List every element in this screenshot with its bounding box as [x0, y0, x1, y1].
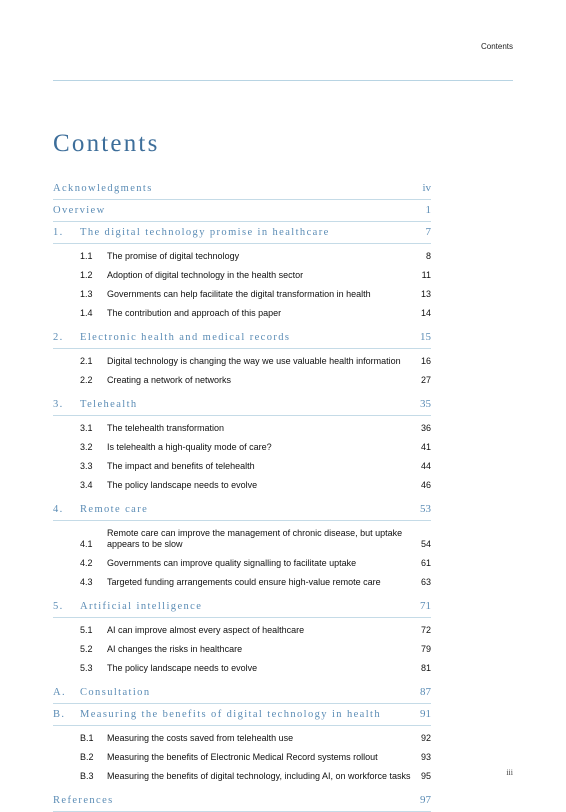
section-title: AI changes the risks in healthcare — [107, 644, 243, 654]
section-number: 5.1 — [80, 625, 93, 635]
chapter-number: 4. — [53, 504, 64, 515]
toc-entry-label-group — [53, 504, 148, 515]
section-title: Digital technology is changing the way we use valuable health information — [107, 356, 401, 366]
section-title: Measuring the benefits of Electronic Medical Record systems rollout — [107, 752, 378, 762]
section-title: The promise of digital technology — [107, 251, 240, 261]
section-title: The policy landscape needs to evolve — [107, 480, 258, 490]
toc-chapter-entry[interactable] — [53, 394, 431, 416]
toc-section-entry[interactable] — [80, 554, 431, 573]
section-title: The telehealth transformation — [107, 423, 225, 433]
toc-chapter-entry[interactable] — [53, 499, 431, 521]
section-list — [53, 521, 431, 596]
section-page: 13 — [420, 289, 431, 299]
section-number: 4.3 — [80, 577, 93, 587]
toc-section-entry[interactable] — [80, 573, 431, 592]
section-list — [53, 618, 431, 682]
toc-chapter-entry[interactable] — [53, 704, 431, 726]
section-number: 4.2 — [80, 558, 93, 568]
toc-entry-page: 15 — [420, 331, 431, 343]
toc-section-entry[interactable] — [80, 304, 431, 323]
chapter-number: B. — [53, 709, 66, 720]
section-number: 4.1 — [80, 539, 93, 549]
toc-chapter-entry[interactable] — [53, 682, 431, 704]
toc-entry-label: Electronic health and medical records — [80, 332, 291, 343]
toc-entry-page: 7 — [425, 226, 431, 238]
section-number: B.1 — [80, 733, 94, 743]
section-page: 63 — [420, 577, 431, 587]
section-page: 14 — [420, 308, 431, 318]
toc-front-entry[interactable] — [53, 178, 431, 200]
section-title: Governments can improve quality signalling to facilitate uptake — [107, 558, 357, 568]
section-number: 3.1 — [80, 423, 93, 433]
chapter-number: 5. — [53, 601, 64, 612]
header-rule — [53, 80, 513, 81]
toc-section-entry[interactable] — [80, 767, 431, 786]
section-number: 1.4 — [80, 308, 93, 318]
toc-section-entry[interactable] — [80, 285, 431, 304]
toc-entry-label-group — [53, 601, 202, 612]
toc-section-entry[interactable] — [80, 729, 431, 748]
section-list — [53, 416, 431, 499]
section-page: 36 — [420, 423, 431, 433]
toc-entry-label: Acknowledgments — [53, 183, 153, 194]
toc-entry-label: References — [53, 795, 114, 806]
section-page: 8 — [425, 251, 431, 261]
toc-back-entry[interactable] — [53, 790, 431, 812]
toc-entry-page: 91 — [420, 708, 431, 720]
section-page: 16 — [420, 356, 431, 366]
section-page: 95 — [420, 771, 431, 781]
toc-entry-label-group — [53, 795, 114, 806]
toc-entry-page: 35 — [420, 398, 431, 410]
toc-section-entry[interactable] — [80, 457, 431, 476]
toc-section-entry[interactable] — [80, 438, 431, 457]
chapter-number: A. — [53, 687, 67, 698]
toc-entry-page: iv — [422, 182, 431, 194]
section-number: 2.2 — [80, 375, 93, 385]
chapter-number: 3. — [53, 399, 64, 410]
chapter-number: 1. — [53, 227, 64, 238]
toc-entry-label: Measuring the benefits of digital technology in health — [80, 709, 382, 720]
toc-entry-label: Artificial intelligence — [80, 601, 203, 612]
toc-chapter-entry[interactable] — [53, 222, 431, 244]
section-page: 61 — [420, 558, 431, 568]
toc-entry-page: 1 — [425, 204, 431, 216]
section-number: 5.3 — [80, 663, 93, 673]
toc-front-entry[interactable] — [53, 200, 431, 222]
running-header: Contents — [480, 42, 513, 51]
section-title: The policy landscape needs to evolve — [107, 663, 258, 673]
toc-section-entry[interactable] — [80, 371, 431, 390]
section-list — [53, 244, 431, 327]
section-number: 3.3 — [80, 461, 93, 471]
page-title: Contents — [53, 130, 160, 157]
section-title: Measuring the benefits of digital technology, including AI, on workforce tasks — [107, 771, 411, 781]
section-number: 1.3 — [80, 289, 93, 299]
chapter-number: 2. — [53, 332, 64, 343]
toc-section-entry[interactable] — [80, 748, 431, 767]
section-number: 3.2 — [80, 442, 93, 452]
toc-chapter-entry[interactable] — [53, 596, 431, 618]
toc-entry-label-group — [53, 687, 150, 698]
toc-chapter-entry[interactable] — [53, 327, 431, 349]
section-title: The contribution and approach of this paper — [107, 308, 282, 318]
section-title: Governments can help facilitate the digital transformation in health — [107, 289, 371, 299]
section-number: B.2 — [80, 752, 94, 762]
toc-entry-page: 71 — [420, 600, 431, 612]
toc-section-entry[interactable] — [80, 640, 431, 659]
section-page: 44 — [420, 461, 431, 471]
toc-entry-label: Overview — [53, 205, 106, 216]
toc-entry-label: Consultation — [80, 687, 151, 698]
table-of-contents — [53, 178, 431, 812]
toc-section-entry[interactable] — [80, 266, 431, 285]
toc-section-entry[interactable] — [80, 659, 431, 678]
section-page: 11 — [421, 270, 431, 280]
section-list — [53, 726, 431, 790]
toc-entry-label-group — [53, 332, 290, 343]
section-list — [53, 349, 431, 394]
section-title: Creating a network of networks — [107, 375, 232, 385]
toc-section-entry[interactable] — [80, 247, 431, 266]
toc-section-entry[interactable] — [80, 419, 431, 438]
section-title: The impact and benefits of telehealth — [107, 461, 255, 471]
section-page: 41 — [420, 442, 431, 452]
section-number: 2.1 — [80, 356, 93, 366]
section-number: 3.4 — [80, 480, 93, 490]
toc-entry-label-group — [53, 399, 138, 410]
section-number: B.3 — [80, 771, 94, 781]
toc-entry-page: 53 — [420, 503, 431, 515]
section-number: 1.2 — [80, 270, 93, 280]
toc-entry-label: Remote care — [80, 504, 149, 515]
toc-entry-label-group — [53, 183, 153, 194]
toc-entry-label-group — [53, 205, 106, 216]
toc-entry-label-group — [53, 709, 381, 720]
section-title: AI can improve almost every aspect of healthcare — [107, 625, 305, 635]
section-page: 92 — [420, 733, 431, 743]
toc-entry-label: Telehealth — [80, 399, 138, 410]
section-title: Remote care can improve the management of chronic disease, but uptake appears to be slow — [107, 528, 403, 549]
toc-section-entry[interactable] — [80, 476, 431, 495]
section-number: 1.1 — [80, 251, 93, 261]
section-title: Is telehealth a high-quality mode of care? — [107, 442, 272, 452]
section-page: 54 — [420, 539, 431, 549]
section-page: 81 — [420, 663, 431, 673]
toc-entry-label-group — [53, 227, 330, 238]
page-number: iii — [506, 768, 513, 777]
toc-section-entry[interactable] — [80, 621, 431, 640]
section-page: 46 — [420, 480, 431, 490]
section-title: Targeted funding arrangements could ensure high-value remote care — [107, 577, 381, 587]
section-title: Adoption of digital technology in the health sector — [107, 270, 304, 280]
toc-section-entry[interactable] — [80, 524, 431, 554]
toc-entry-label: The digital technology promise in healthcare — [80, 227, 330, 238]
section-page: 72 — [420, 625, 431, 635]
section-number: 5.2 — [80, 644, 93, 654]
toc-entry-page: 87 — [420, 686, 431, 698]
toc-entry-page: 97 — [420, 794, 431, 806]
toc-section-entry[interactable] — [80, 352, 431, 371]
section-page: 79 — [420, 644, 431, 654]
section-title: Measuring the costs saved from telehealth use — [107, 733, 294, 743]
section-page: 93 — [420, 752, 431, 762]
section-page: 27 — [420, 375, 431, 385]
